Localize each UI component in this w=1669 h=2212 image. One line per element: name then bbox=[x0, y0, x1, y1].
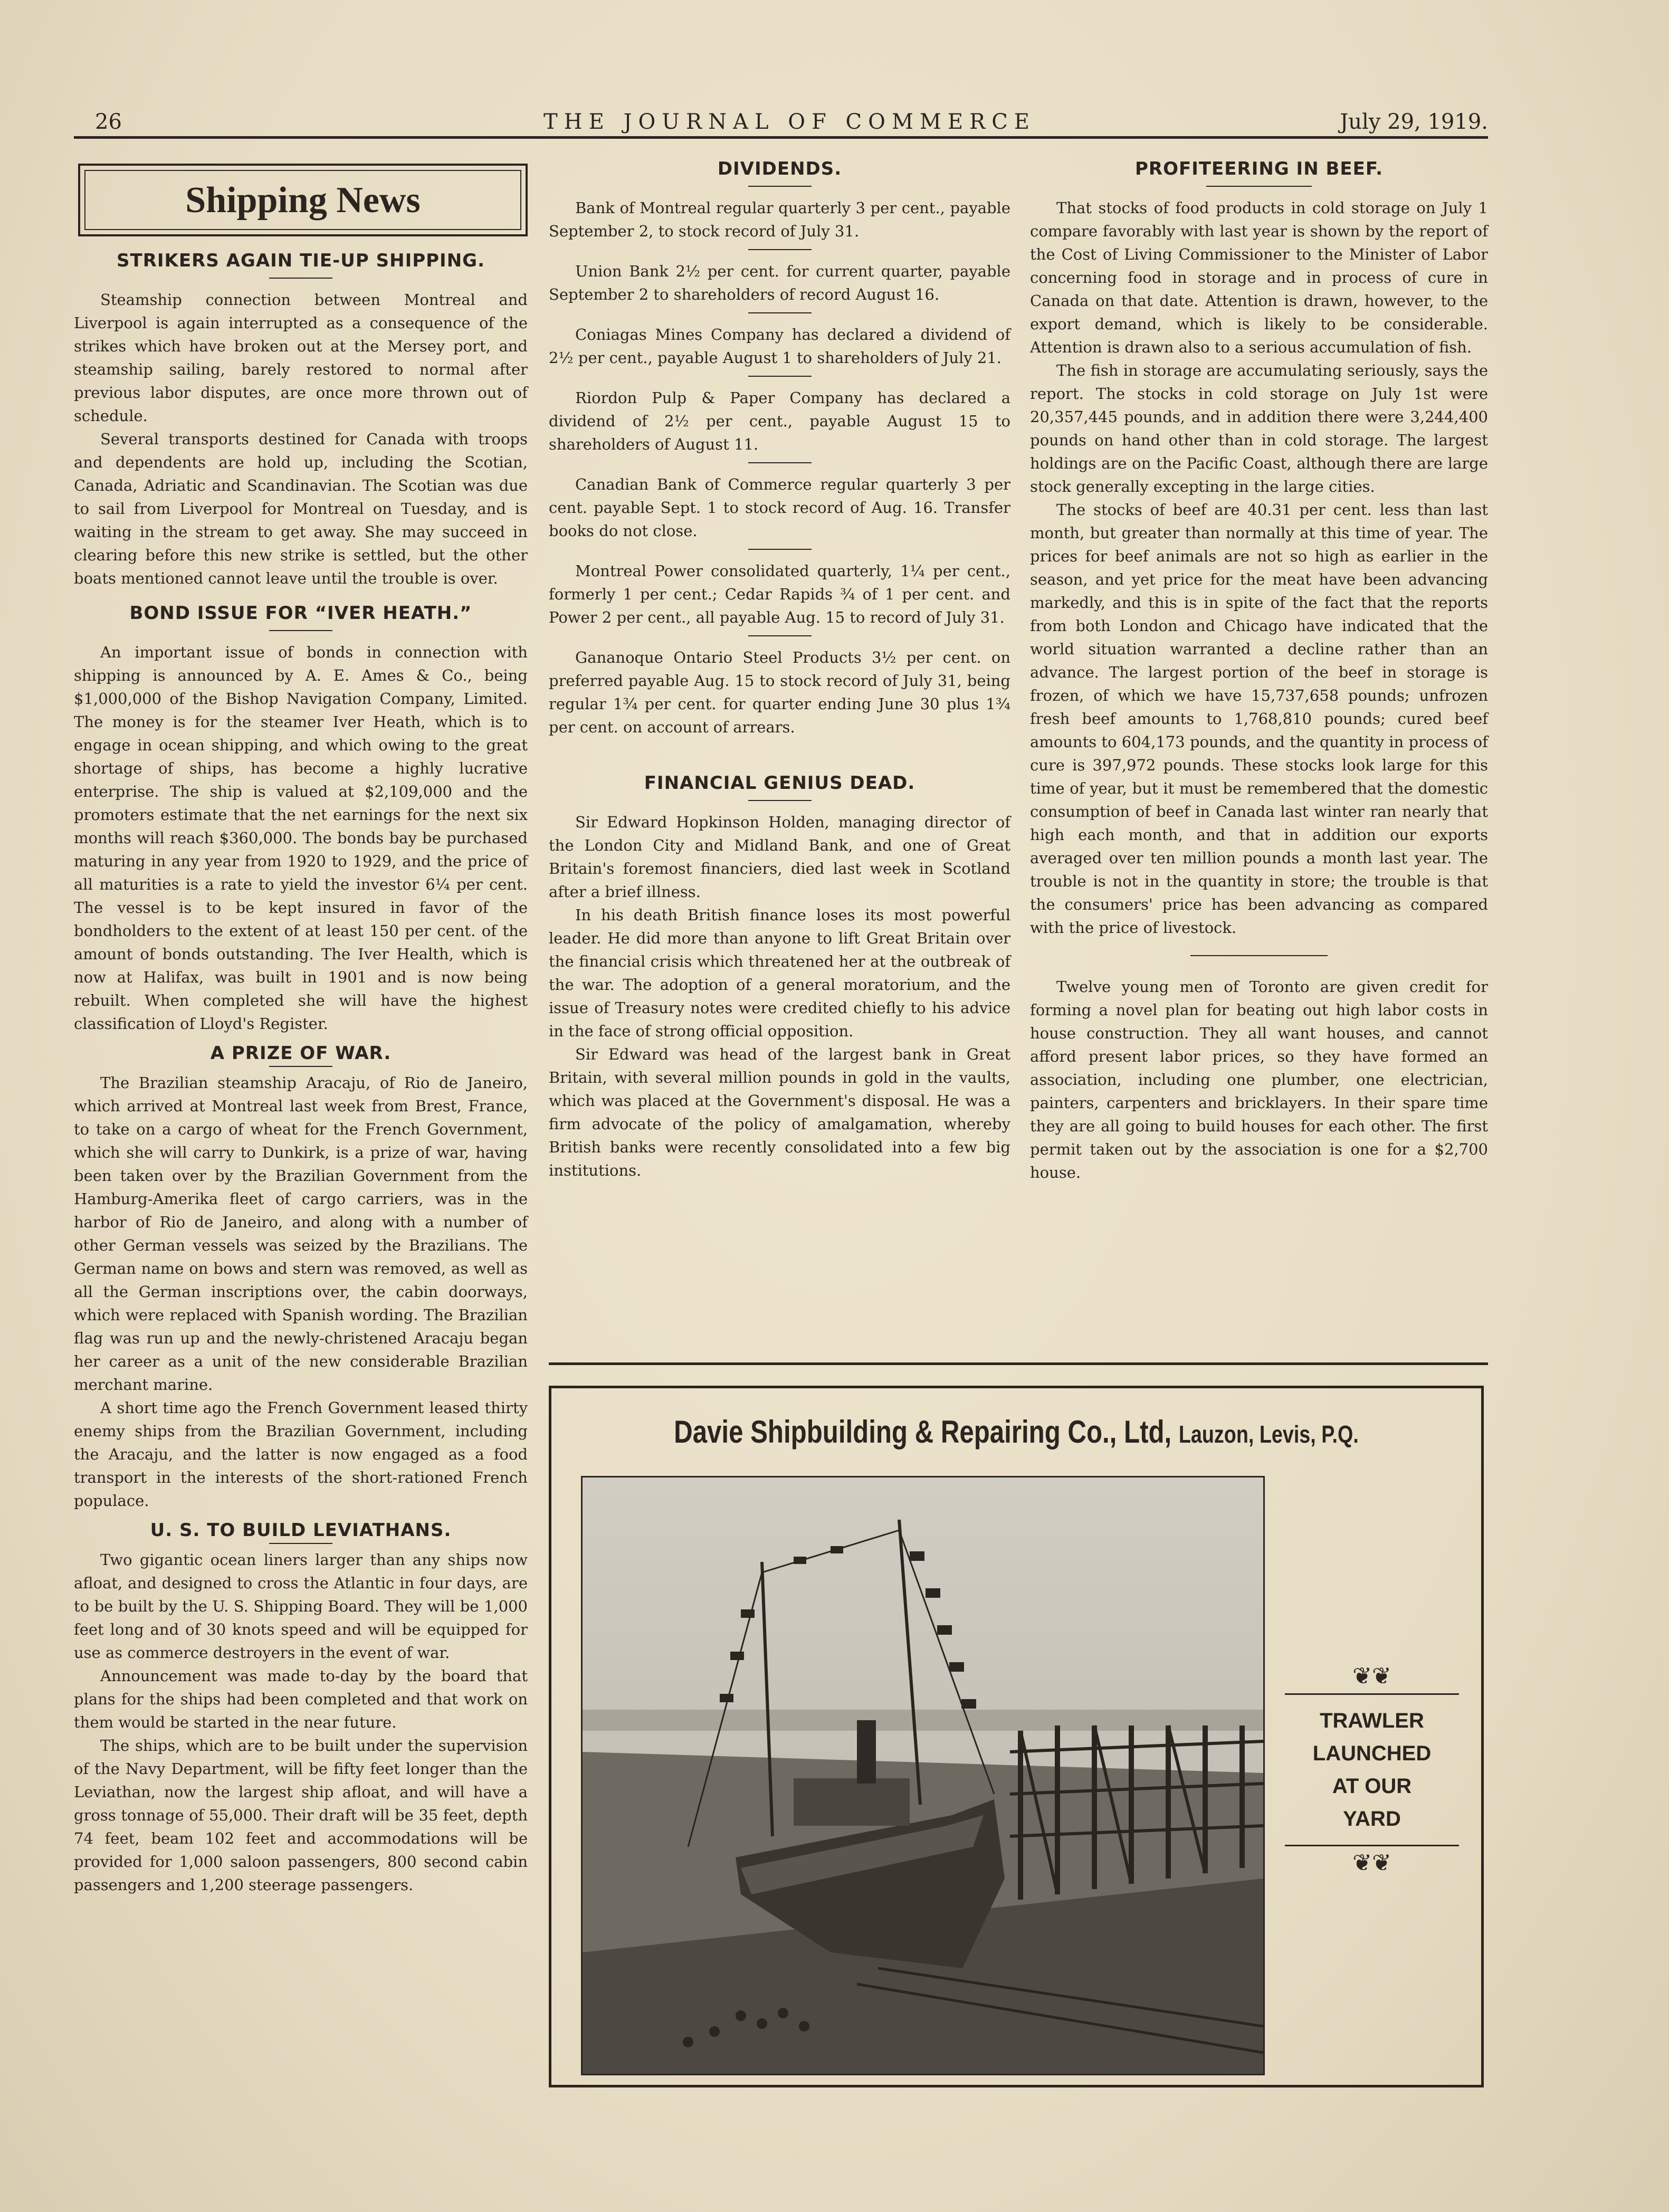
dividend-item: Gananoque Ontario Steel Products 3½ per cent. on preferred payable Aug. 15 to stock record of July 31, being regular 1¾ per cent. for quarter ending June 30 plus 1¾ per cent. on account of arrears. bbox=[549, 649, 1010, 736]
genius-paragraph-3: Sir Edward was head of the largest bank in Great Britain, with several million pounds in gold in the vaults, which was placed at the Government's disposal. He was a firm advocate of the policy of amalgamation, whereby British banks were recently consolidated into a few big institutions. bbox=[549, 1045, 1010, 1179]
issue-date: July 29, 1919. bbox=[1340, 110, 1488, 134]
divider bbox=[1190, 955, 1328, 956]
caption-line: AT OUR bbox=[1332, 1775, 1412, 1798]
publication-title: THE JOURNAL OF COMMERCE bbox=[543, 110, 1036, 134]
shipping-news-title: Shipping News bbox=[84, 170, 521, 230]
prize-paragraph-1: The Brazilian steamship Aracaju, of Rio de Janeiro, which arrived at Montreal last week from Brest, France, to take on a cargo of wheat for the French Government, which she will carry to Dunkirk, is a prize of war, having been taken over by the Brazilian Government from the Hamburg-Amerika fleet of cargo carriers, was in the harbor of Rio de Janeiro, and along with a number of other German vessels was seized by the Brazilians. The German name on bows and stern was removed, as well as all the German inscriptions over, the cabin doorways, which were replaced with Spanish wording. The Brazilian flag was run up and the newly-christened Aracaju began her career as a unit of the new considerable Brazilian merchant marine. bbox=[74, 1074, 528, 1394]
beef-heading: PROFITEERING IN BEEF. bbox=[1134, 158, 1383, 179]
divider bbox=[269, 1066, 332, 1067]
davie-shipbuilding-advertisement bbox=[549, 1386, 1484, 2087]
trawler-launch-photo bbox=[581, 1476, 1265, 2075]
company-location: Lauzon, Levis, P.Q. bbox=[1178, 1420, 1359, 1448]
header-rule bbox=[74, 136, 1488, 139]
leaf-ornament-icon: ❦❦ bbox=[1352, 1849, 1391, 1876]
dividends-heading: DIVIDENDS. bbox=[717, 158, 842, 179]
dividend-item: Union Bank 2½ per cent. for current quarter, payable September 2 to shareholders of record August 16. bbox=[549, 262, 1010, 303]
beef-paragraph-1: That stocks of food products in cold storage on July 1 compare favorably with last year is shown by the report of the Cost of Living Commissioner to the Minister of Labor concerning food in storage and in process of cure in Canada on that date. Attention is drawn, however, to the export demand, which is likely to be considerable. Attention is drawn also to a serious accumulation of fish. bbox=[1030, 199, 1488, 356]
beef-paragraph-2: The fish in storage are accumulating seriously, says the report. The stocks in cold storage on July 1st were 20,357,445 pounds, and in addition there were 3,244,400 pounds on hand other than in cold storage. The largest holdings are on the Pacific Coast, although there are large stock generally excepting in the large cities. bbox=[1030, 361, 1488, 495]
genius-paragraph-1: Sir Edward Hopkinson Holden, managing director of the London City and Midland Bank, and one of Great Britain's foremost financiers, died last week in Scotland after a brief illness. bbox=[549, 813, 1010, 901]
toronto-paragraph: Twelve young men of Toronto are given credit for forming a novel plan for beating out high labor costs in house construction. They all want houses, and cannot afford present labor prices, so they have formed an association, including one plumber, one electrician, painters, carpenters and bricklayers. In their spare time they are all going to build houses for each other. The first permit taken out by the association is one for a $2,700 house. bbox=[1030, 978, 1488, 1181]
dividend-item: Bank of Montreal regular quarterly 3 per cent., payable September 2, to stock record of July 31. bbox=[549, 199, 1010, 240]
genius-heading: FINANCIAL GENIUS DEAD. bbox=[644, 773, 915, 794]
divider bbox=[748, 549, 812, 550]
company-name: Davie Shipbuilding & Repairing Co., Ltd, bbox=[674, 1414, 1172, 1450]
page-header bbox=[74, 110, 1488, 139]
bond-paragraph-1: An important issue of bonds in connection with shipping is announced by A. E. Ames & Co., being $1,000,000 of the Bishop Navigation Company, Limited. The money is for the steamer Iver Heath, which is to engage in ocean shipping, and which owing to the great shortage of ships, has become a highly lucrative enterprise. The ship is valued at $2,109,000 and the promoters estimate that the net earnings for the next six months will reach $360,000. The bonds bay be purchased maturing in any year from 1920 to 1929, and the price of all maturities is a rate to yield the investor 6¼ per cent. The vessel is to be kept insured in favor of the bondholders to the extent of at least 150 per cent. of the amount of bonds outstanding. The Iver Health, which is now at Halifax, was built in 1901 and is now being rebuilt. When completed she will have the highest classification of Lloyd's Register. bbox=[74, 643, 528, 1033]
divider bbox=[748, 635, 812, 636]
caption-line: TRAWLER bbox=[1320, 1709, 1424, 1732]
leviathans-paragraph-3: The ships, which are to be built under the supervision of the Navy Department, will be fifty feet longer than the Leviathan, now the largest ship afloat, and will have a gross tonnage of 55,000. Their draft will be 35 feet, depth 74 feet, beam 102 feet and accommodations will be provided for 1,000 saloon passengers, 800 second cabin passengers and 1,200 steerage passengers. bbox=[74, 1737, 528, 1894]
divider bbox=[1206, 186, 1312, 187]
leviathans-heading: U. S. TO BUILD LEVIATHANS. bbox=[150, 1520, 452, 1541]
strikers-paragraph-1: Steamship connection between Montreal and Liverpool is again interrupted as a consequence of the strikes which have broken out at the Mersey port, and steamship sailing, barely restored to normal after previous labor disputes, are once more thrown out of schedule. bbox=[74, 291, 528, 425]
divider bbox=[1285, 1693, 1459, 1695]
divider bbox=[269, 278, 332, 279]
caption-line: LAUNCHED bbox=[1312, 1742, 1432, 1765]
leaf-ornament-icon: ❦❦ bbox=[1352, 1663, 1391, 1690]
dividend-item: Montreal Power consolidated quarterly, 1¼ per cent., formerly 1 per cent.; Cedar Rapids ¾ of 1 per cent. and Power 2 per cent., all payable Aug. 15 to record of July 31. bbox=[549, 562, 1010, 626]
leviathans-paragraph-1: Two gigantic ocean liners larger than any ships now afloat, and designed to cross the Atlantic in four days, are to be built by the U. S. Shipping Board. They will be 1,000 feet long and of 30 knots speed and will be equipped for use as commerce destroyers in the event of war. bbox=[74, 1551, 528, 1662]
divider bbox=[748, 376, 812, 377]
column-2 bbox=[549, 158, 1010, 1182]
divider bbox=[748, 462, 812, 463]
strikers-heading: STRIKERS AGAIN TIE-UP SHIPPING. bbox=[117, 250, 485, 271]
trawler-caption bbox=[1285, 1698, 1459, 1842]
divider bbox=[748, 249, 812, 250]
divider bbox=[748, 312, 812, 313]
beef-paragraph-3: The stocks of beef are 40.31 per cent. less than last month, but greater than normally at this time of year. The prices for beef animals are not so high as earlier in the season, and yet price for the meat have been advancing markedly, and this is in spite of the fact that the reports from both London and Chicago have indicated that the world situation warranted a decline rather than an advance. The largest portion of the beef in storage is frozen, of which we have 15,737,658 pounds; unfrozen fresh beef amounts to 1,768,810 pounds; cured beef amounts to 604,173 pounds, and the quantity in process of cure is 397,972 pounds. These stocks look large for this time of year, but it must be remembered that the domestic consumption of beef in Canada last winter ran nearly that high each month, and that in addition our exports averaged over ten million pounds a month last year. The trouble is not in the quantity in store; the trouble is that the consumers' price has been advancing as compared with the price of livestock. bbox=[1030, 501, 1488, 937]
strikers-paragraph-2: Several transports destined for Canada with troops and dependents are hold up, including the Scotian, Canada, Adriatic and Scandinavian. The Scotian was due to sail from Liverpool for Montreal on Tuesday, and is waiting in the stream to get away. She may succeed in clearing before this new strike is settled, but the other boats mentioned cannot leave until the trouble is over. bbox=[74, 430, 528, 587]
column-1 bbox=[74, 158, 528, 1896]
divider bbox=[1285, 1845, 1459, 1846]
advertisement-top-rule bbox=[549, 1362, 1488, 1365]
genius-paragraph-2: In his death British finance loses its most powerful leader. He did more than anyone to lift Great Britain over the financial crisis which threatened her at the outbreak of the war. The adoption of a general moratorium, and the issue of Treasury notes were credited chiefly to his advice in the face of strong official opposition. bbox=[549, 906, 1010, 1040]
shipping-news-banner bbox=[78, 164, 528, 236]
leviathans-paragraph-2: Announcement was made to-day by the board that plans for the ships had been completed and that work on them would be started in the near future. bbox=[74, 1667, 528, 1731]
caption-line: YARD bbox=[1343, 1807, 1401, 1830]
column-3 bbox=[1030, 158, 1488, 1184]
side-caption bbox=[1285, 1663, 1459, 1877]
dividend-item: Coniagas Mines Company has declared a dividend of 2½ per cent., payable August 1 to shareholders of July 21. bbox=[549, 326, 1010, 367]
page-number: 26 bbox=[95, 110, 122, 134]
advertiser-name bbox=[635, 1414, 1398, 1450]
divider bbox=[748, 800, 812, 801]
prize-paragraph-2: A short time ago the French Government leased thirty enemy ships from the Brazilian Government, including the Aracaju, and the latter is now engaged as a food transport in the interests of the short-rationed French populace. bbox=[74, 1399, 528, 1510]
divider bbox=[269, 630, 332, 631]
dividend-item: Riordon Pulp & Paper Company has declared a dividend of 2½ per cent., payable August 15 to shareholders of August 11. bbox=[549, 389, 1010, 453]
bond-heading: BOND ISSUE FOR “IVER HEATH.” bbox=[129, 603, 472, 624]
dividend-item: Canadian Bank of Commerce regular quarterly 3 per cent. payable Sept. 1 to stock record of Aug. 16. Transfer books do not close. bbox=[549, 475, 1010, 540]
prize-heading: A PRIZE OF WAR. bbox=[210, 1043, 392, 1064]
divider bbox=[269, 1543, 332, 1544]
trawler-launch-illustration bbox=[583, 1477, 1263, 2074]
divider bbox=[748, 186, 812, 187]
